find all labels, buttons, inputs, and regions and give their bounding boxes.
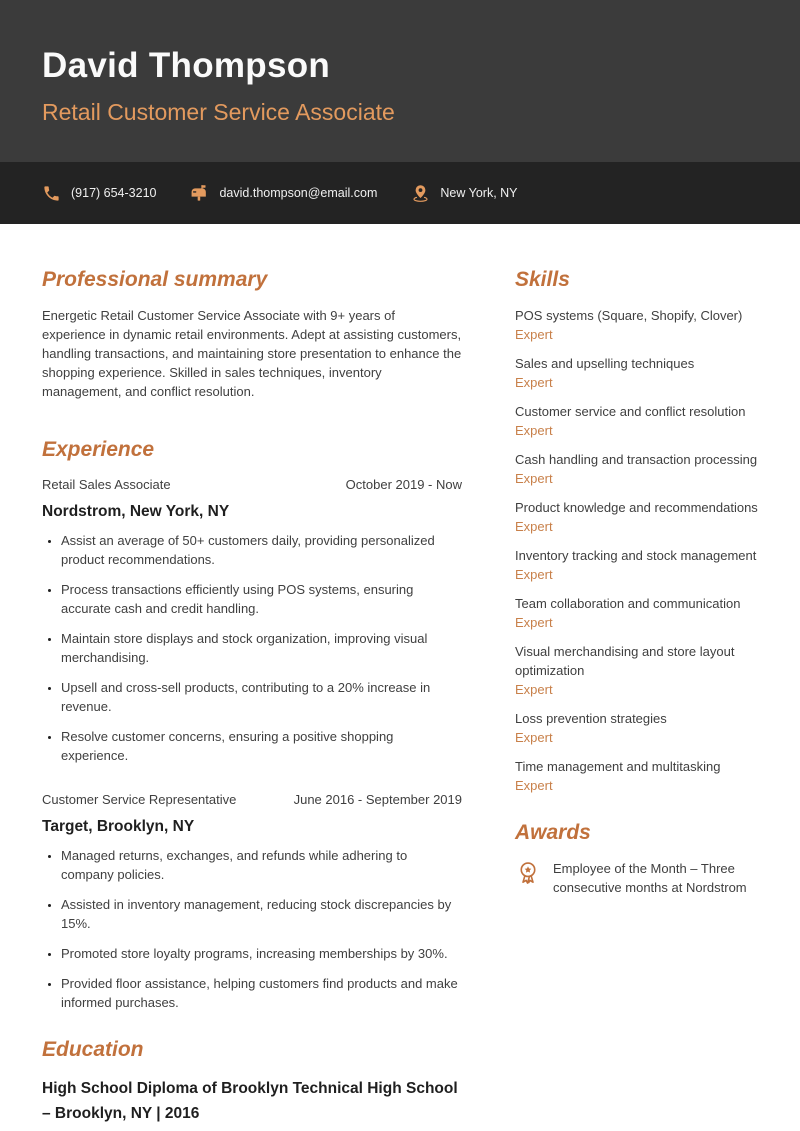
job-bullet: • Managed returns, exchanges, and refunds while adhering to company policies. (61, 846, 462, 884)
job-head (42, 791, 462, 808)
award-text: Employee of the Month – Three consecutive months at Nordstrom (553, 861, 747, 895)
contact-phone (42, 184, 156, 203)
job-bullet: • Process transactions efficiently using POS systems, ensuring accurate cash and credit handling. (61, 580, 462, 618)
skill-level: Expert (515, 327, 553, 342)
job-bullet-list (42, 531, 462, 765)
education-heading: Education (42, 1038, 144, 1061)
job-bullet: • Upsell and cross-sell products, contributing to a 20% increase in revenue. (61, 678, 462, 716)
skill-level: Expert (515, 615, 553, 630)
skill-level: Expert (515, 682, 553, 697)
awards-heading: Awards (515, 821, 591, 844)
job-title: Customer Service Representative (42, 792, 237, 807)
job-bullet-list (42, 846, 462, 1012)
skill-level: Expert (515, 375, 553, 390)
skill-item (515, 306, 758, 344)
section-skills (515, 268, 758, 795)
job-dates: June 2016 - September 2019 (293, 792, 462, 807)
skill-name: Inventory tracking and stock management (515, 548, 757, 563)
candidate-name: David Thompson (42, 46, 331, 85)
skill-item (515, 498, 758, 536)
section-education (42, 1038, 462, 1126)
contact-email-text: david.thompson@email.com (219, 186, 378, 200)
skill-name: Cash handling and transaction processing (515, 452, 758, 467)
location-pin-icon (411, 184, 430, 203)
skill-name: Time management and multitasking (515, 759, 721, 774)
job-bullet: • Maintain store displays and stock organization, improving visual merchandising. (61, 629, 462, 667)
job-bullet: • Promoted store loyalty programs, increasing memberships by 30%. (61, 944, 462, 963)
skill-item (515, 642, 758, 699)
award-item (515, 859, 758, 897)
section-professional-summary (42, 268, 462, 401)
job-bullet: • Assist an average of 50+ customers daily, providing personalized product recommendations. (61, 531, 462, 569)
job-head (42, 476, 462, 493)
skill-item (515, 450, 758, 488)
contact-location (411, 184, 517, 203)
skill-name: Loss prevention strategies (515, 711, 667, 726)
job-entry (42, 476, 462, 765)
contact-phone-text: (917) 654-3210 (71, 186, 157, 200)
job-company: Nordstrom, New York, NY (42, 503, 230, 520)
skill-name: POS systems (Square, Shopify, Clover) (515, 308, 743, 323)
skill-item (515, 354, 758, 392)
skill-name: Customer service and conflict resolution (515, 404, 746, 419)
skill-level: Expert (515, 567, 553, 582)
skill-item (515, 594, 758, 632)
skill-item (515, 709, 758, 747)
skill-level: Expert (515, 471, 553, 486)
left-column (42, 268, 462, 1126)
skill-level: Expert (515, 519, 553, 534)
experience-heading: Experience (42, 438, 155, 461)
job-bullet: • Resolve customer concerns, ensuring a positive shopping experience. (61, 727, 462, 765)
contact-email (190, 184, 377, 203)
section-awards (515, 821, 758, 897)
job-title: Retail Sales Associate (42, 477, 171, 492)
job-entry (42, 791, 462, 1012)
right-column (515, 268, 758, 1126)
skills-heading: Skills (515, 268, 570, 291)
candidate-title: Retail Customer Service Associate (42, 99, 395, 125)
summary-text: Energetic Retail Customer Service Associate with 9+ years of experience in dynamic retail environments. Adept at assisting customers, handling transactions, and maintaining store presentation to enhance the shopping experience. Skilled in sales techniques, inventory management, and conflict resolution. (42, 308, 462, 399)
skill-name: Visual merchandising and store layout optimization (515, 644, 735, 678)
job-bullet: • Provided floor assistance, helping customers find products and make informed purchases. (61, 974, 462, 1012)
job-bullet: • Assisted in inventory management, reducing stock discrepancies by 15%. (61, 895, 462, 933)
skill-name: Team collaboration and communication (515, 596, 741, 611)
contact-bar (0, 162, 800, 224)
award-rosette-icon (515, 860, 541, 891)
skill-name: Product knowledge and recommendations (515, 500, 758, 515)
resume-body (0, 224, 800, 1126)
resume-header (0, 0, 800, 162)
job-dates: October 2019 - Now (345, 477, 462, 492)
skill-item (515, 546, 758, 584)
skill-level: Expert (515, 730, 553, 745)
education-degree: High School Diploma of Brooklyn Technical High School – Brooklyn, NY | 2016 (42, 1080, 458, 1122)
contact-location-text: New York, NY (440, 186, 518, 200)
skill-item (515, 402, 758, 440)
summary-heading: Professional summary (42, 268, 268, 291)
skill-item (515, 757, 758, 795)
skill-level: Expert (515, 778, 553, 793)
section-experience (42, 438, 462, 1012)
skill-name: Sales and upselling techniques (515, 356, 695, 371)
mailbox-icon (190, 184, 209, 203)
phone-icon (42, 184, 61, 203)
job-company: Target, Brooklyn, NY (42, 818, 195, 835)
skill-level: Expert (515, 423, 553, 438)
